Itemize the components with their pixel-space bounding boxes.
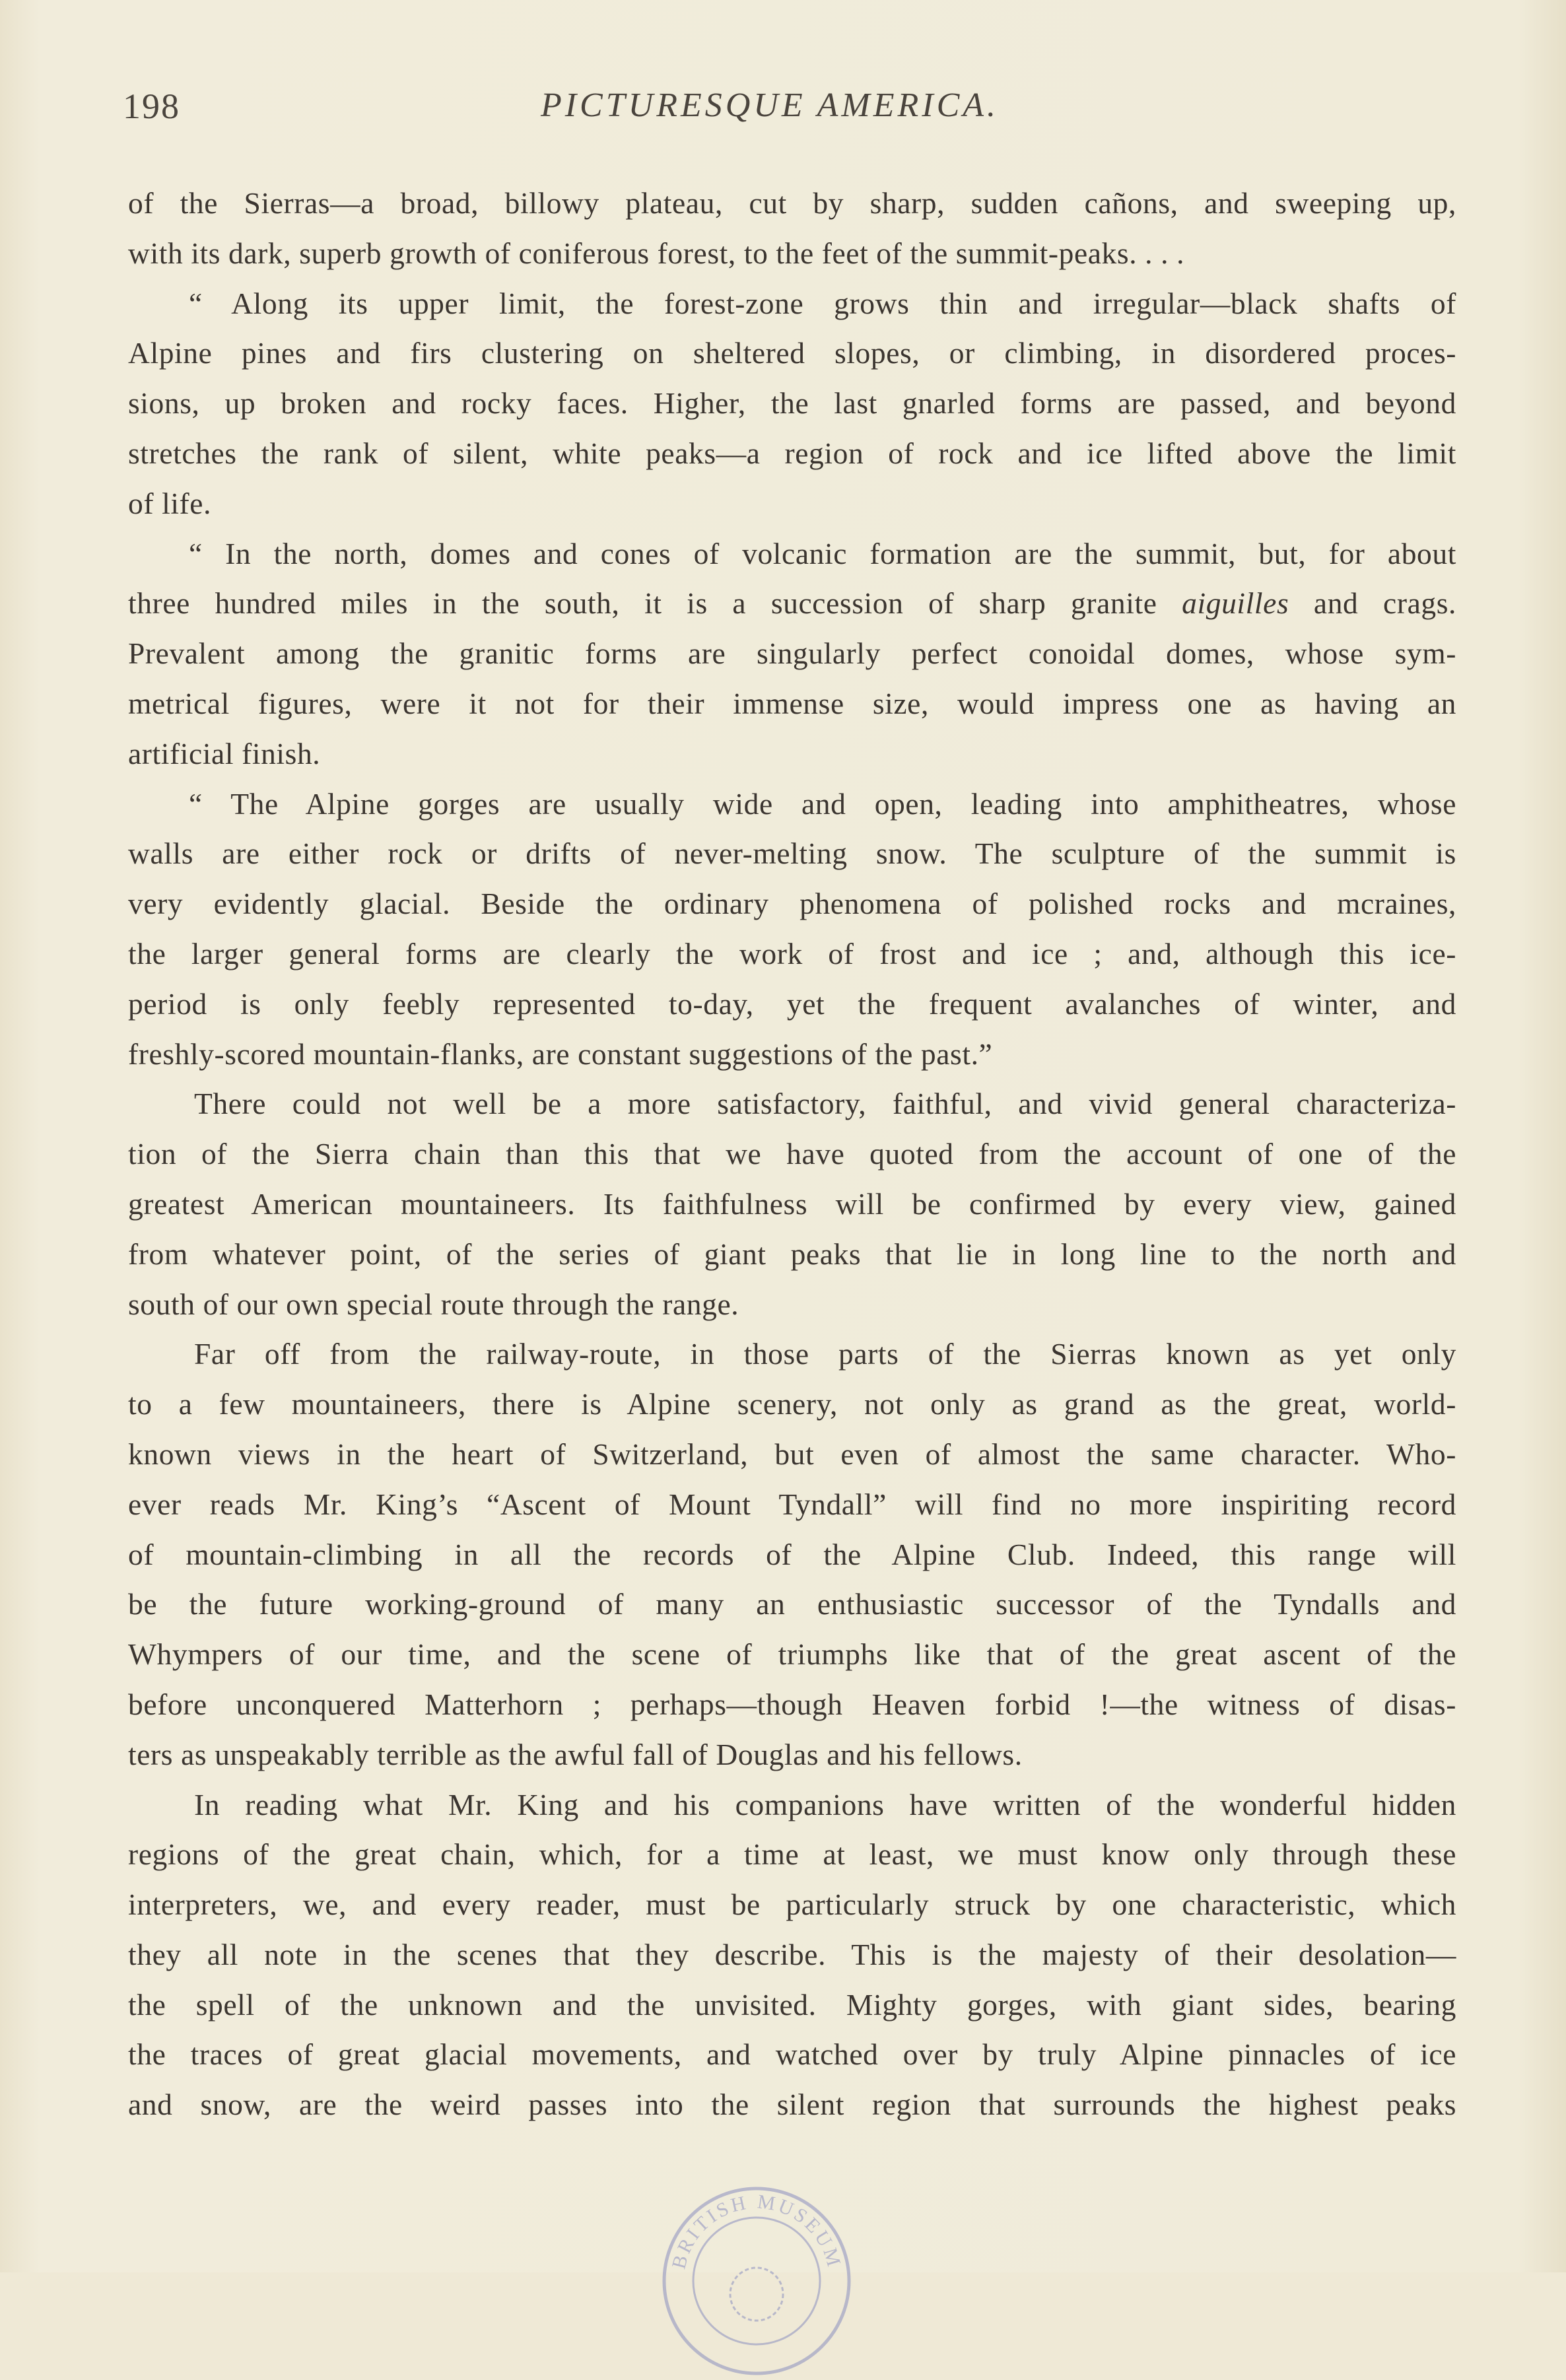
text-line: with its dark, superb growth of coniferous forest, to the feet of the summit-peaks. . . . bbox=[128, 236, 1185, 270]
text-line: to a few mountaineers, there is Alpine scenery, not only as grand as the great, world- bbox=[128, 1387, 1456, 1421]
text-line: of the Sierras—a broad, billowy plateau, cut by sharp, sudden cañons, and sweeping up, bbox=[128, 186, 1456, 220]
text-line: ters as unspeakably terrible as the awful fall of Douglas and his fellows. bbox=[128, 1737, 1023, 1771]
italic-term: aiguilles bbox=[1182, 586, 1289, 621]
text-line: from whatever point, of the series of giant peaks that lie in long line to the north and bbox=[128, 1237, 1456, 1271]
text-line: before unconquered Matterhorn ; perhaps—though Heaven forbid !—the witness of disas- bbox=[128, 1687, 1456, 1721]
text-line: they all note in the scenes that they describe. This is the majesty of their desolation— bbox=[128, 1937, 1456, 1971]
text-line-with-italic bbox=[128, 578, 1456, 629]
text-before-italic: three hundred miles in the south, it is a succession of sharp granite bbox=[128, 586, 1182, 621]
text-line: Alpine pines and firs clustering on sheltered slopes, or climbing, in disordered proces- bbox=[128, 336, 1456, 370]
text-line: ever reads Mr. King’s “Ascent of Mount Tyndall” will find no more inspiriting record bbox=[128, 1487, 1456, 1521]
stamp-crest bbox=[730, 2268, 783, 2321]
text-line: sions, up broken and rocky faces. Higher, the last gnarled forms are passed, and beyond bbox=[128, 386, 1456, 421]
text-line: Whympers of our time, and the scene of triumphs like that of the great ascent of the bbox=[128, 1637, 1456, 1672]
text-line: of life. bbox=[128, 486, 212, 520]
text-line: period is only feebly represented to-day, yet the frequent avalanches of winter, and bbox=[128, 986, 1456, 1021]
stamp-outer-ring bbox=[664, 2189, 849, 2373]
text-line: There could not well be a more satisfactory, faithful, and vivid general characteriza- bbox=[194, 1087, 1456, 1121]
text-line: Prevalent among the granitic forms are singularly perfect conoidal domes, whose sym- bbox=[128, 636, 1456, 671]
text-line: interpreters, we, and every reader, must be particularly struck by one characteristic, which bbox=[128, 1887, 1456, 1922]
text-line: known views in the heart of Switzerland, but even of almost the same character. Who- bbox=[128, 1437, 1456, 1471]
text-line: the larger general forms are clearly the work of frost and ice ; and, although this ice- bbox=[128, 936, 1456, 970]
text-line: of mountain-climbing in all the records of the Alpine Club. Indeed, this range will bbox=[128, 1537, 1456, 1571]
text-line: tion of the Sierra chain than this that we have quoted from the account of one of the bbox=[128, 1137, 1456, 1171]
text-line: south of our own special route through the range. bbox=[128, 1287, 739, 1321]
text-line: “ In the north, domes and cones of volcanic formation are the summit, but, for about bbox=[189, 536, 1456, 570]
text-line: “ The Alpine gorges are usually wide and open, leading into amphitheatres, whose bbox=[189, 786, 1456, 821]
text-line: the spell of the unknown and the unvisited. Mighty gorges, with giant sides, bearing bbox=[128, 1987, 1456, 2022]
text-line: freshly-scored mountain-flanks, are constant suggestions of the past.” bbox=[128, 1037, 993, 1071]
text-line: Far off from the railway-route, in those parts of the Sierras known as yet only bbox=[194, 1337, 1456, 1371]
stamp-inner-ring bbox=[693, 2218, 820, 2344]
text-line: greatest American mountaineers. Its faithfulness will be confirmed by every view, gained bbox=[128, 1186, 1456, 1221]
text-after-italic: and crags. bbox=[1289, 586, 1456, 621]
running-title: PICTURESQUE AMERICA. bbox=[540, 86, 1000, 124]
text-line: “ Along its upper limit, the forest-zone grows thin and irregular—black shafts of bbox=[189, 286, 1456, 320]
text-line: metrical figures, were it not for their immense size, would impress one as having an bbox=[128, 686, 1456, 720]
library-stamp bbox=[658, 2182, 856, 2380]
text-line: In reading what Mr. King and his companions have written of the wonderful hidden bbox=[194, 1787, 1456, 1821]
page-header bbox=[0, 86, 1566, 139]
stamp-text: BRITISH MUSEUM bbox=[667, 2191, 846, 2272]
text-line: the traces of great glacial movements, and watched over by truly Alpine pinnacles of ice bbox=[128, 2037, 1456, 2072]
body-text bbox=[128, 178, 1456, 2130]
text-line: very evidently glacial. Beside the ordinary phenomena of polished rocks and mcraines, bbox=[128, 887, 1456, 921]
text-line: walls are either rock or drifts of never-melting snow. The sculpture of the summit is bbox=[128, 836, 1456, 871]
text-line: artificial finish. bbox=[128, 736, 321, 770]
text-line: be the future working-ground of many an enthusiastic successor of the Tyndalls and bbox=[128, 1587, 1456, 1621]
text-line: regions of the great chain, which, for a time at least, we must know only through these bbox=[128, 1837, 1456, 1872]
page-number: 198 bbox=[123, 86, 180, 126]
text-line: stretches the rank of silent, white peaks—a region of rock and ice lifted above the limit bbox=[128, 436, 1456, 470]
text-line: and snow, are the weird passes into the silent region that surrounds the highest peaks bbox=[128, 2088, 1456, 2122]
